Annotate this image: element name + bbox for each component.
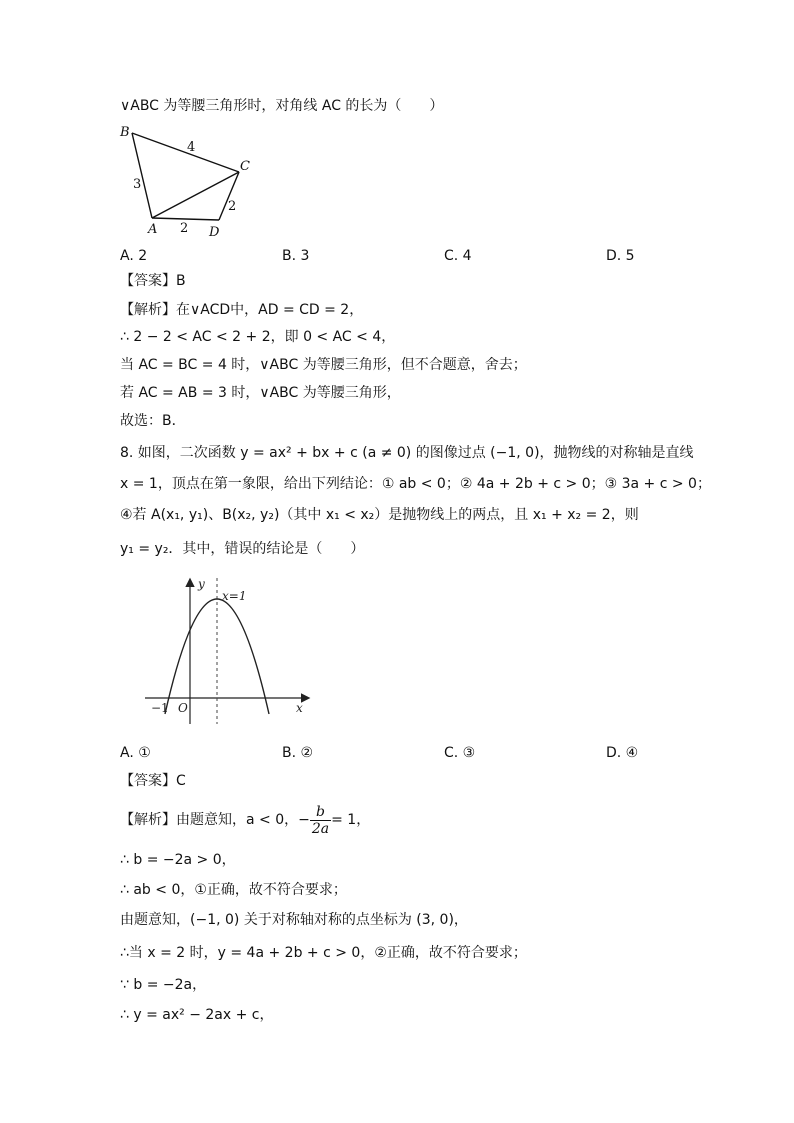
q8-option-a[interactable]: A. ① (120, 745, 151, 761)
point-c-label: C (240, 159, 250, 174)
x-axis-label: x (296, 701, 303, 715)
length-cd: 2 (228, 199, 237, 214)
point-b-label: B (120, 125, 130, 140)
edge-ad (152, 218, 219, 220)
q8-analysis-line-2: ∴ b = −2a > 0， (120, 852, 236, 868)
q8-answer: 【答案】C (120, 773, 186, 789)
q7-analysis-line-2: ∴ 2 − 2 < AC < 2 + 2，即 0 < AC < 4， (120, 329, 396, 345)
q7-quadrilateral-figure (112, 120, 262, 245)
q7-option-d[interactable]: D. 5 (606, 248, 635, 264)
q8-analysis-suffix: = 1， (331, 812, 371, 828)
edge-ab (132, 133, 152, 218)
point-a-label: A (148, 222, 158, 237)
q7-option-a[interactable]: A. 2 (120, 248, 148, 264)
q8-analysis-line-7: ∴ y = ax² − 2ax + c， (120, 1007, 274, 1023)
q8-analysis-line-1 (120, 802, 370, 838)
q7-analysis-line-4: 若 AC = AB = 3 时，∨ABC 为等腰三角形， (120, 385, 401, 401)
q7-analysis-line-1: 【解析】在∨ACD中，AD = CD = 2， (120, 302, 364, 318)
q8-analysis-line-6: ∵ b = −2a， (120, 977, 207, 993)
edge-ac (152, 172, 239, 218)
q8-stem-line-1: 8. 如图，二次函数 y = ax² + bx + c (a ≠ 0) 的图像过点 (−1, 0)，抛物线的对称轴是直线 (120, 445, 694, 461)
length-bc: 4 (187, 140, 196, 155)
origin-label: O (178, 701, 188, 715)
neg-one-label: −1 (151, 701, 169, 715)
q8-analysis-prefix: 【解析】由题意知，a < 0，− (120, 812, 310, 828)
q8-stem-line-4: y₁ = y₂．其中，错误的结论是（ ） (120, 541, 365, 557)
q7-stem: ∨ABC 为等腰三角形时，对角线 AC 的长为（ ） (120, 98, 444, 114)
fraction-denominator: 2a (311, 820, 330, 837)
fraction-numerator: b (310, 804, 331, 821)
length-ab: 3 (133, 177, 142, 192)
q7-analysis-line-3: 当 AC = BC = 4 时，∨ABC 为等腰三角形，但不合题意，舍去； (120, 357, 527, 373)
q8-stem-line-2: x = 1，顶点在第一象限，给出下列结论：① ab < 0；② 4a + 2b + c > 0；③ 3a + c > 0； (120, 476, 711, 492)
q8-parabola-figure (140, 572, 320, 732)
fraction-b-over-2a (310, 804, 331, 837)
q7-analysis-line-5: 故选：B． (120, 413, 186, 429)
q8-analysis-line-5: ∴当 x = 2 时，y = 4a + 2b + c > 0，②正确，故不符合要求； (120, 945, 527, 961)
q8-option-b[interactable]: B. ② (282, 745, 314, 761)
symmetry-axis-label: x=1 (222, 589, 247, 603)
q8-analysis-line-4: 由题意知，(−1, 0) 关于对称轴对称的点坐标为 (3, 0)， (120, 912, 468, 928)
q8-analysis-line-3: ∴ ab < 0，①正确，故不符合要求； (120, 882, 347, 898)
length-ad: 2 (180, 221, 189, 236)
q7-answer: 【答案】B (120, 273, 186, 289)
edge-bc (132, 133, 239, 172)
y-axis-label: y (198, 577, 205, 591)
q8-option-d[interactable]: D. ④ (606, 745, 639, 761)
q8-option-c[interactable]: C. ③ (444, 745, 476, 761)
point-d-label: D (209, 225, 220, 240)
q7-option-b[interactable]: B. 3 (282, 248, 310, 264)
q7-option-c[interactable]: C. 4 (444, 248, 472, 264)
q8-stem-line-3: ④若 A(x₁, y₁)、B(x₂, y₂)（其中 x₁ < x₂）是抛物线上的两点，且 x₁ + x₂ = 2，则 (120, 507, 639, 523)
